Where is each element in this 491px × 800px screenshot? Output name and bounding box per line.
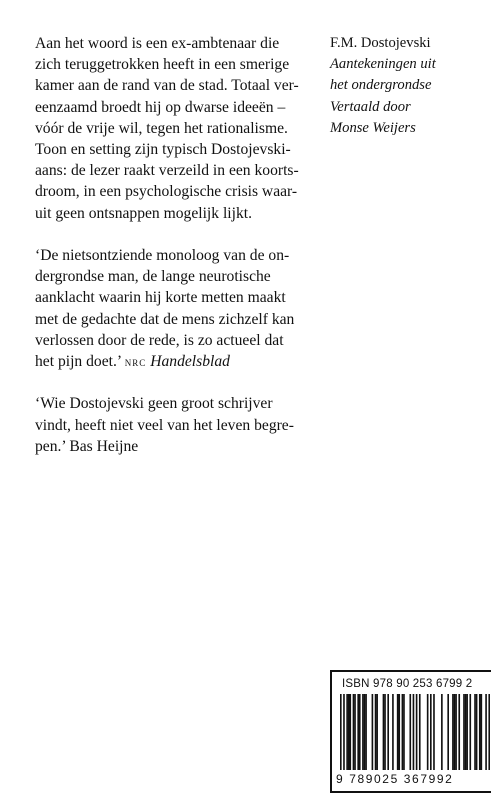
quote-line: aanklacht waarin hij korte metten maakt (35, 289, 286, 307)
barcode-bar (409, 694, 411, 770)
barcode-bar (441, 694, 443, 770)
barcode-bar (485, 694, 487, 770)
quote-line: ‘De nietsontziende monoloog van de on- (35, 247, 290, 265)
back-cover-blurb (35, 33, 305, 478)
barcode-bar (343, 694, 345, 770)
barcode-bar (454, 694, 456, 770)
barcode-bar (458, 694, 460, 770)
review-quote-heijne (35, 393, 305, 457)
barcode-bar (346, 694, 348, 770)
barcode-bar (452, 694, 454, 770)
barcode-bar (372, 694, 374, 770)
barcode-bar (387, 694, 389, 770)
barcode-bar (349, 694, 351, 770)
barcode-bar (474, 694, 476, 770)
blurb-line: vóór de vrije wil, tegen het rationalisme. (35, 119, 288, 137)
isbn-label: ISBN 978 90 253 6799 2 (342, 678, 473, 690)
barcode-bar (397, 694, 399, 770)
barcode-bar (398, 694, 400, 770)
book-title-line: het ondergrondse (330, 77, 432, 94)
barcode-bar (469, 694, 471, 770)
quote-end-text: het pijn doet.’ (35, 353, 125, 371)
barcode-bar (466, 694, 468, 770)
quote-line: ‘Wie Dostojevski geen groot schrijver (35, 395, 273, 413)
blurb-line: kamer aan de rand van de stad. Totaal ver- (35, 77, 299, 95)
quote-line (35, 351, 305, 372)
barcode-bar (476, 694, 478, 770)
blurb-line: droom, in een psychologische crisis waar- (35, 183, 298, 201)
blurb-line: zich teruggetrokken heeft in een smerige (35, 56, 290, 74)
quote-line: vindt, heeft niet veel van het leven begre- (35, 416, 294, 434)
blurb-line: uit geen ontsnappen mogelijk lijkt. (35, 204, 252, 222)
quote-line: met de gedachte dat de mens zichzelf kan (35, 310, 295, 328)
barcode-bar (481, 694, 483, 770)
barcode-bar (359, 694, 361, 770)
barcode-bar (384, 694, 386, 770)
barcode-bar (402, 694, 404, 770)
barcode-bar (362, 694, 364, 770)
barcode-bar (433, 694, 435, 770)
barcode-bar (365, 694, 367, 770)
translator-line: Monse Weijers (330, 119, 416, 136)
barcode-bars (340, 694, 490, 770)
barcode-bar (354, 694, 356, 770)
blurb-line: eenzaamd broedt hij op dwarse ideeën – (35, 98, 286, 116)
barcode-bar (465, 694, 467, 770)
barcode-bar (455, 694, 457, 770)
barcode-bar (447, 694, 449, 770)
barcode-bar (376, 694, 378, 770)
barcode-bar (430, 694, 432, 770)
barcode-bar (463, 694, 465, 770)
blurb-line: Aan het woord is een ex-ambtenaar die (35, 35, 280, 52)
barcode-bar (413, 694, 415, 770)
blurb-line: aans: de lezer raakt verzeild in een koorts- (35, 162, 299, 180)
book-credits (330, 33, 485, 139)
author-name: F.M. Dostojevski (330, 35, 431, 51)
barcode-bar (353, 694, 355, 770)
barcode-bar (392, 694, 394, 770)
barcode-bar (375, 694, 377, 770)
quote-line: dergrondse man, de lange neurotische (35, 268, 271, 286)
translator-line: Vertaald door (330, 98, 411, 115)
barcode-bar (479, 694, 481, 770)
barcode-bar (419, 694, 421, 770)
barcode-bar (383, 694, 385, 770)
isbn-barcode (330, 670, 491, 793)
barcode-bar (427, 694, 429, 770)
barcode-bar (488, 694, 490, 770)
barcode-bar (416, 694, 418, 770)
quote-source-title: Handelsblad (150, 353, 230, 371)
barcode-bar (348, 694, 350, 770)
quote-line: pen.’ Bas Heijne (35, 437, 139, 455)
barcode-bar (357, 694, 359, 770)
review-quote-nrc (35, 245, 305, 372)
book-title-line: Aantekeningen uit (330, 56, 436, 73)
quote-line: verlossen door de rede, is zo actueel dat (35, 331, 284, 349)
barcode-bar (403, 694, 405, 770)
blurb-line: Toon en setting zijn typisch Dostojevski- (35, 141, 291, 159)
barcode-bar (340, 694, 342, 770)
barcode-bar (364, 694, 366, 770)
quote-source-nrc: nrc (124, 354, 147, 370)
blurb-paragraph-1 (35, 33, 305, 224)
barcode-digits: 9 789025 367992 (336, 772, 454, 786)
